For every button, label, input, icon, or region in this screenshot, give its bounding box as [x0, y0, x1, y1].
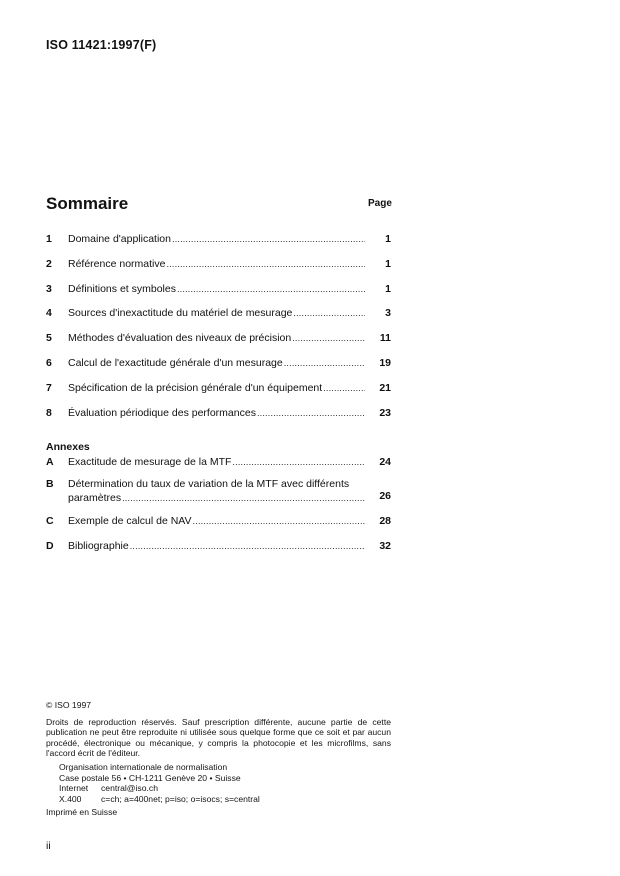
toc-entry[interactable]	[46, 407, 391, 432]
dot-leader	[284, 358, 365, 368]
toc-entry[interactable]	[46, 233, 391, 258]
toc-entry-number: 7	[46, 381, 52, 394]
annexes-heading: Annexes	[46, 441, 90, 453]
annex-page: 32	[379, 539, 391, 552]
dot-leader	[293, 308, 365, 318]
internet-key: Internet	[59, 783, 89, 794]
copyright-line: © ISO 1997	[46, 700, 92, 710]
toc-entry-page: 1	[385, 282, 391, 295]
copyright-block	[46, 700, 391, 818]
toc-entry-label: Calcul de l'exactitude générale d'un mesurage	[68, 356, 283, 369]
toc-entry-number: 3	[46, 282, 52, 295]
toc-entry-page: 21	[379, 381, 391, 394]
annex-page: 28	[379, 515, 391, 527]
annex-entry[interactable]	[46, 515, 391, 540]
toc-entry-page: 11	[379, 332, 391, 345]
toc-entry-page: 3	[385, 307, 391, 320]
toc-entry-label: Méthodes d'évaluation des niveaux de précision	[68, 332, 292, 345]
dot-leader	[292, 333, 365, 343]
toc-entry-label: Sources d'inexactitude du matériel de mesurage	[68, 307, 293, 320]
dot-leader	[323, 383, 365, 393]
toc-entry-number: 5	[46, 332, 52, 345]
x400-key: X.400	[59, 793, 82, 804]
annex-label-line2: paramètres	[68, 491, 122, 504]
document-code: ISO 11421:1997(F)	[46, 38, 157, 52]
toc-entry-label: Domaine d'application	[68, 233, 171, 245]
dot-leader	[257, 408, 365, 418]
toc-entry-page: 19	[379, 356, 391, 369]
toc-entry[interactable]	[46, 332, 391, 357]
annex-letter: C	[46, 515, 54, 527]
toc-entry-number: 1	[46, 233, 52, 245]
annex-page: 24	[379, 456, 391, 468]
annex-label: Exemple de calcul de NAV	[68, 515, 192, 527]
dot-leader	[166, 259, 365, 269]
annex-page: 26	[379, 490, 391, 502]
toc-entry-number: 6	[46, 356, 52, 369]
toc-entry-page: 1	[385, 257, 391, 270]
page-number: ii	[46, 840, 51, 852]
dot-leader	[193, 516, 365, 526]
dot-leader	[177, 284, 365, 294]
postal-address: Case postale 56 • CH-1211 Genève 20 • Suisse	[59, 772, 241, 783]
annex-letter: A	[46, 456, 54, 468]
x400-address: c=ch; a=400net; p=iso; o=isocs; s=central	[101, 793, 260, 804]
organisation-name: Organisation internationale de normalisation	[59, 761, 228, 772]
table-of-contents	[46, 233, 391, 431]
page-column-label: Page	[368, 198, 392, 209]
printed-in: Imprimé en Suisse	[46, 807, 118, 818]
toc-entry[interactable]	[46, 357, 391, 382]
toc-entry-number: 2	[46, 257, 52, 270]
rights-notice: Droits de reproduction réservés. Sauf prescription différente, aucune partie de cette publication ne peut être reproduite ni utilisée sous quelque forme que ce soit et par aucun procédé, électronique ou mécanique, y compris la photocopie et les microfilms, sans l'accord écrit de l'éditeur.	[46, 716, 391, 759]
toc-entry[interactable]	[46, 283, 391, 308]
annex-label-line1: Détermination du taux de variation de la MTF avec différents	[68, 478, 350, 490]
annex-entry[interactable]	[46, 540, 391, 565]
publisher-address	[46, 762, 391, 804]
toc-entry-number: 8	[46, 406, 52, 419]
annex-letter: B	[46, 478, 54, 490]
toc-entry-number: 4	[46, 307, 52, 320]
toc-entry[interactable]	[46, 258, 391, 283]
dot-leader	[122, 492, 365, 506]
annex-label: Exactitude de mesurage de la MTF	[68, 456, 232, 468]
toc-entry-page: 1	[385, 233, 391, 245]
toc-entry[interactable]	[46, 382, 391, 407]
toc-title: Sommaire	[46, 194, 129, 213]
toc-entry-label: Spécification de la précision générale d'un équipement	[68, 381, 323, 394]
internet-address[interactable]: central@iso.ch	[101, 783, 158, 794]
annex-entry[interactable]	[46, 478, 391, 510]
toc-entry-label: Évaluation périodique des performances	[68, 406, 256, 419]
toc-entry-label: Référence normative	[68, 257, 166, 270]
dot-leader	[172, 234, 365, 244]
annex-letter: D	[46, 539, 54, 552]
toc-entry-page: 23	[379, 406, 391, 419]
toc-entry-label: Définitions et symboles	[68, 282, 176, 295]
dot-leader	[130, 541, 365, 551]
dot-leader	[232, 457, 365, 467]
annex-label: Bibliographie	[68, 539, 129, 552]
toc-entry[interactable]	[46, 307, 391, 332]
